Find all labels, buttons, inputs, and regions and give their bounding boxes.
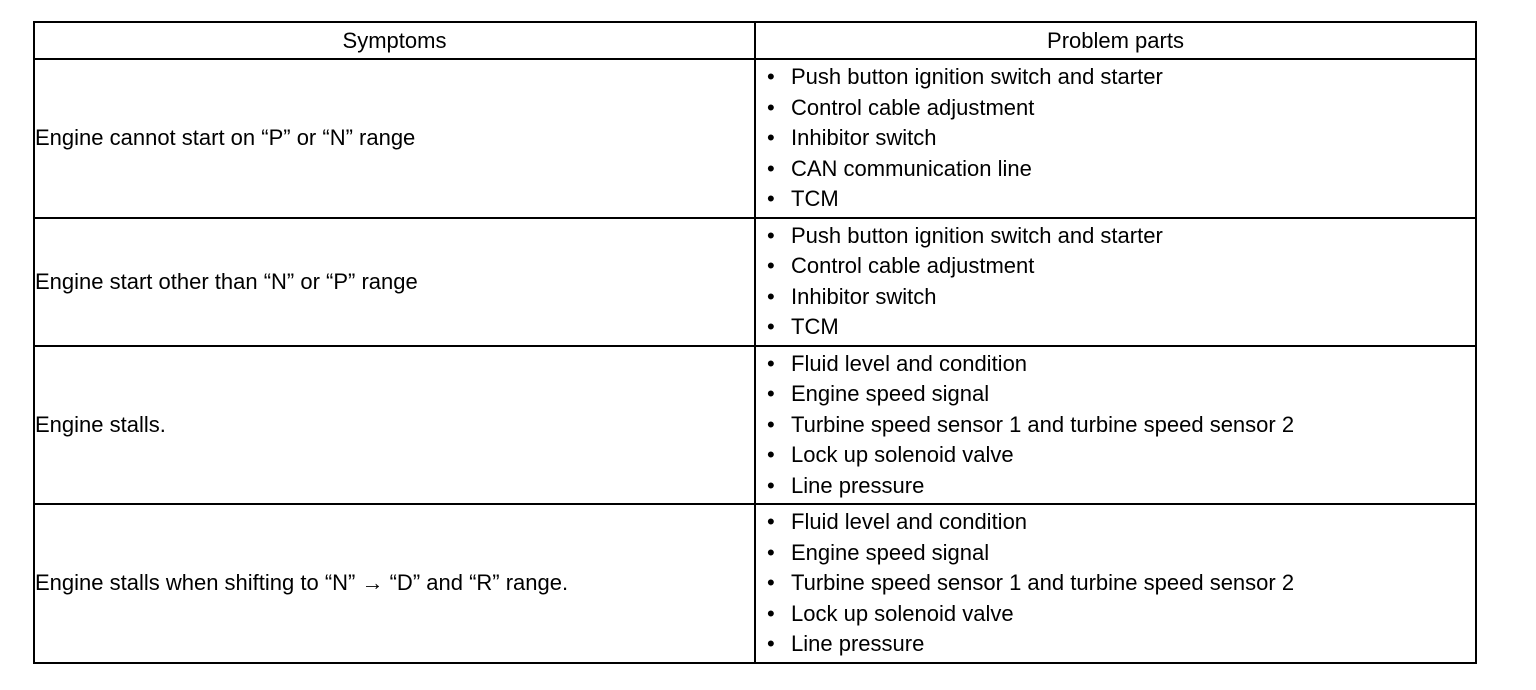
list-item <box>766 251 1475 282</box>
bullet-icon: • <box>767 381 775 406</box>
bullet-icon: • <box>767 283 775 309</box>
part-label: Control cable adjustment <box>791 94 1035 120</box>
part-label: Inhibitor switch <box>791 125 937 150</box>
part-label: Engine speed signal <box>791 539 990 565</box>
part-label: Fluid level and condition <box>791 509 1028 534</box>
list-item <box>766 154 1475 185</box>
problem-parts-list <box>756 60 1475 217</box>
part-label: Push button ignition switch and starter <box>791 222 1163 248</box>
symptom-cell: Engine stalls when shifting to “N” → “D” and “R” range. <box>34 504 755 663</box>
list-item <box>766 538 1475 569</box>
list-item <box>766 282 1475 313</box>
problem-parts-list <box>756 219 1475 345</box>
bullet-icon: • <box>767 509 775 534</box>
part-label: Lock up solenoid valve <box>791 600 1014 626</box>
header-row <box>34 22 1476 59</box>
part-label: Engine speed signal <box>791 381 990 406</box>
table-row <box>34 346 1476 505</box>
list-item <box>766 471 1475 502</box>
part-label: Fluid level and condition <box>791 350 1028 376</box>
list-item <box>766 507 1475 538</box>
list-item <box>766 93 1475 124</box>
part-label: CAN communication line <box>791 155 1032 181</box>
problem-parts-list <box>756 505 1475 662</box>
symptom-cell: Engine cannot start on “P” or “N” range <box>34 59 755 218</box>
part-label: Push button ignition switch and starter <box>791 64 1163 89</box>
table-body <box>34 59 1476 663</box>
bullet-icon: • <box>767 350 775 376</box>
part-label: Control cable adjustment <box>791 253 1035 278</box>
problem-parts-cell <box>755 59 1476 218</box>
list-item <box>766 599 1475 630</box>
bullet-icon: • <box>767 253 775 278</box>
problem-parts-cell <box>755 504 1476 663</box>
bullet-icon: • <box>767 600 775 626</box>
list-item <box>766 568 1475 599</box>
list-item <box>766 62 1475 93</box>
list-item <box>766 221 1475 252</box>
bullet-icon: • <box>767 570 775 595</box>
problem-parts-cell <box>755 346 1476 505</box>
bullet-icon: • <box>767 94 775 120</box>
bullet-icon: • <box>767 442 775 467</box>
header-problem-parts: Problem parts <box>755 22 1476 59</box>
bullet-icon: • <box>767 539 775 565</box>
table-row <box>34 504 1476 663</box>
list-item <box>766 440 1475 471</box>
bullet-icon: • <box>767 186 775 211</box>
list-item <box>766 184 1475 215</box>
symptom-table <box>33 21 1477 664</box>
list-item <box>766 123 1475 154</box>
part-label: Line pressure <box>791 631 925 656</box>
part-label: Line pressure <box>791 472 925 498</box>
part-label: Lock up solenoid valve <box>791 442 1014 467</box>
list-item <box>766 410 1475 441</box>
symptom-cell: Engine stalls. <box>34 346 755 505</box>
header-symptoms: Symptoms <box>34 22 755 59</box>
list-item <box>766 312 1475 343</box>
bullet-icon: • <box>767 155 775 181</box>
bullet-icon: • <box>767 125 775 150</box>
bullet-icon: • <box>767 64 775 89</box>
part-label: Inhibitor switch <box>791 283 937 309</box>
part-label: Turbine speed sensor 1 and turbine speed sensor 2 <box>791 411 1295 437</box>
bullet-icon: • <box>767 314 775 339</box>
list-item <box>766 349 1475 380</box>
bullet-icon: • <box>767 411 775 437</box>
list-item <box>766 379 1475 410</box>
list-item <box>766 629 1475 660</box>
table-row <box>34 59 1476 218</box>
symptom-cell: Engine start other than “N” or “P” range <box>34 218 755 346</box>
table-row <box>34 218 1476 346</box>
part-label: Turbine speed sensor 1 and turbine speed sensor 2 <box>791 570 1295 595</box>
bullet-icon: • <box>767 472 775 498</box>
part-label: TCM <box>791 314 839 339</box>
part-label: TCM <box>791 186 839 211</box>
bullet-icon: • <box>767 222 775 248</box>
bullet-icon: • <box>767 631 775 656</box>
problem-parts-cell <box>755 218 1476 346</box>
problem-parts-list <box>756 347 1475 504</box>
